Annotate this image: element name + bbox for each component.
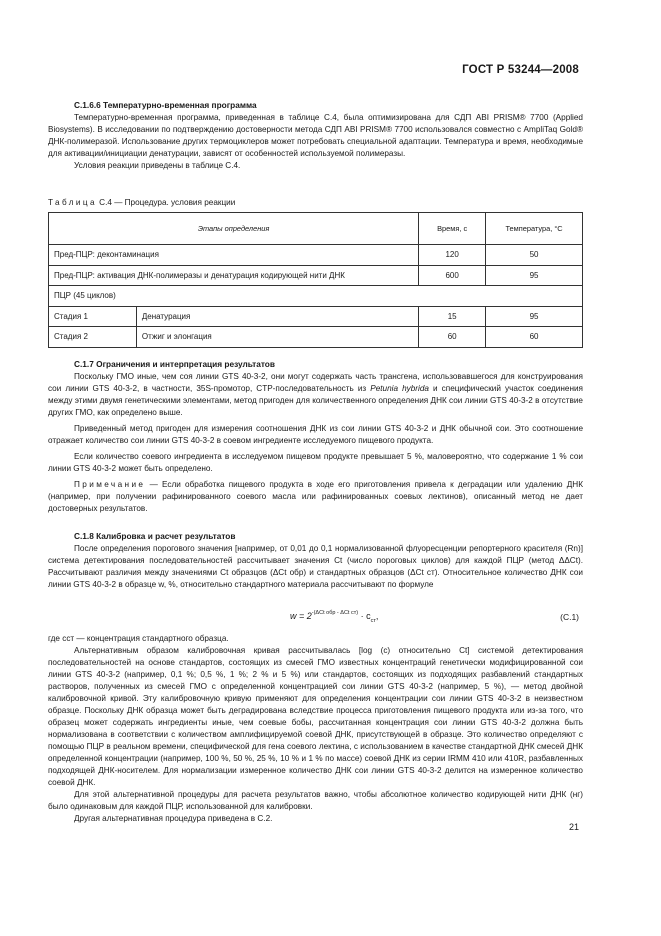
paragraph: Альтернативным образом калибровочная кривая рассчитывалась [log (c) относительно Ct] системой детектирования последовательностей на основе стандартов, состоящих из смесей ГМО известных концентраций генетически модифицированной сои линии GTS 40-3-2 (например, 0,1 %; 0,5 %, 1 %; 2 % и 5 %) или стандартов, состоящих из подходящих разбавлений стандартных растворов, полученных из смесей ГМО с определенной концентрацией сои линии GTS 40-3-2 (например, 5 %), — метод двойной калибровочной кривой. Эту калибровочную кривую применяют для определения концентрации сои линии GTS 40-3-2 в неизвестном образце. Поскольку ДНК образца может быть деградирована вследствие процесса приготовления пищевого продукта или из-за того, что образец может содержать ингредиенты иные, чем соевые бобы, рассчитанная концентрация сои линии GTS 40-3-2 должна быть нормализована в соответствии с количеством амплифицируемой соевой ДНК, присутствующей в образце. Это количество определяют с помощью ПЦР в реальном времени, специфической для гена соевого лектина, с использованием в качестве стандартной ДНК смесей ДНК определенной концентрации (например, 100 %, 50 %, 25 %, 10 % и 1 % по массе) соевой ДНК из серии IRMM 410 или 410R, разбавленных подходящей ДНК-носителем. Для нормализации измеренное количество ДНК сои линии GTS 40-3-2 делится на измеренное количество соевой ДНК. <box>48 646 583 787</box>
stage-name: Стадия 1 <box>49 306 137 327</box>
formula-number: (С.1) <box>560 612 579 622</box>
table-row <box>49 327 583 348</box>
paragraph: Для этой альтернативной процедуры для расчета результатов важно, чтобы абсолютное количество кодирующей нити ДНК (нг) было одинаковым для каждой ПЦР, использованной для калибровки. <box>48 790 583 811</box>
formula-c1 <box>0 610 661 630</box>
stage-label: Отжиг и элонгация <box>136 327 418 348</box>
section-title-c1-7: С.1.7 Ограничения и интерпретация результатов <box>74 359 275 369</box>
row-temp: 50 <box>486 245 583 266</box>
section-c1-6-6-text <box>48 112 583 172</box>
where-clause: где cст — концентрация стандартного образца. <box>48 634 229 643</box>
section-c1-7-text <box>48 371 583 515</box>
row-temp: 95 <box>486 265 583 286</box>
document-header: ГОСТ Р 53244—2008 <box>462 64 579 76</box>
row-time: 60 <box>419 327 486 348</box>
header-time: Время, с <box>419 213 486 245</box>
paragraph: Приведенный метод пригоден для измерения соотношения ДНК из сои линии GTS 40-3-2 и ДНК обычной сои. Это соотношение отражает количество сои линии GTS 40-3-2 в соевом ингредиенте исследуемого пищевого продукта. <box>48 424 583 445</box>
table-row <box>49 306 583 327</box>
table-caption <box>48 198 235 207</box>
stage-name: Стадия 2 <box>49 327 137 348</box>
paragraph: Температурно-временная программа, приведенная в таблице С.4, была оптимизирована для СДП ABI PRISM® 7700 (Applied Biosystems). В исследовании по подтверждению достоверности метода СДП ABI PRISM® 7700 использовался совместно с AmpliTaq Gold® ДНК-полимеразой. Использование других термоциклеров может потребовать специальной адаптации. Температура и время, необходимые для активации/инициации денатурации, зависят от особенностей используемой полимеразы. <box>48 113 583 158</box>
paragraph: Поскольку ГМО иные, чем соя линии GTS 40-3-2, они могут содержать часть трансгена, использовавшегося для конструирования сои линии GTS 40-3-2, в частности, 35S-промотор, CTP-последовательность из Petunia hybrida и специфический участок соединения между этими двумя генетическими элементами, метод пригоден для количественного определения ДНК сои линии GTS 40-3-2 в отсутствие других ГМО, как определено выше. <box>48 372 583 417</box>
row-label: Пред-ПЦР: активация ДНК-полимеразы и денатурация кодирующей нити ДНК <box>49 265 419 286</box>
header-temp: Температура, °С <box>486 213 583 245</box>
section-title-c1-8: С.1.8 Калибровка и расчет результатов <box>74 531 236 541</box>
table-caption-label: Таблица <box>48 198 97 207</box>
row-temp: 60 <box>486 327 583 348</box>
table-row <box>49 245 583 266</box>
pcr-cycles-label: ПЦР (45 циклов) <box>49 286 583 307</box>
table-header-row <box>49 213 583 245</box>
paragraph: Другая альтернативная процедура приведена в С.2. <box>74 814 273 823</box>
table-row <box>49 265 583 286</box>
header-stages: Этапы определения <box>49 213 419 245</box>
section-c1-8-text <box>48 543 583 591</box>
paragraph: Условия реакции приведены в таблице С.4. <box>74 161 241 170</box>
section-title-c1-6-6: C.1.6.6 Температурно-временная программа <box>74 100 257 110</box>
page-number: 21 <box>568 822 579 832</box>
note: Примечание — Если обработка пищевого продукта в ходе его приготовления привела к деградации или удалению ДНК (например, при получении рафинированного соевого масла или рафинированных соевых лектинов), описанный метод не дает достоверных результатов. <box>48 480 583 513</box>
table-row <box>49 286 583 307</box>
row-label: Пред-ПЦР: деконтаминация <box>49 245 419 266</box>
row-time: 600 <box>419 265 486 286</box>
paragraph: Если количество соевого ингредиента в исследуемом пищевом продукте превышает 5 %, маловероятно, что содержание 1 % сои линии GTS 40-3-2 может быть определено. <box>48 452 583 473</box>
table-caption-text: С.4 — Процедура. условия реакции <box>96 198 236 207</box>
section-c1-8-text-2 <box>48 633 583 825</box>
reaction-conditions-table <box>48 212 583 348</box>
paragraph: После определения порогового значения [например, от 0,01 до 0,1 нормализованной флуоресценции репортерного красителя (Rn)] система детектирования последовательностей рассчитывает значения Ct (число пороговых циклов) для каждой ПЦР (метод ΔΔCt). Рассчитывают различия между значениями Ct образцов (ΔCt обр) и стандартных образцов (ΔCt ст). Относительное количество ДНК сои линии GTS 40-3-2 в образце w, %, относительно стандартного материала рассчитывают по формуле <box>48 544 583 589</box>
row-temp: 95 <box>486 306 583 327</box>
row-time: 120 <box>419 245 486 266</box>
stage-label: Денатурация <box>136 306 418 327</box>
formula-expression: $w = 2^{-(\Delta Ct обр - \Delta Ct ст)} \cdot c_{ст}$, <box>290 610 379 624</box>
row-time: 15 <box>419 306 486 327</box>
